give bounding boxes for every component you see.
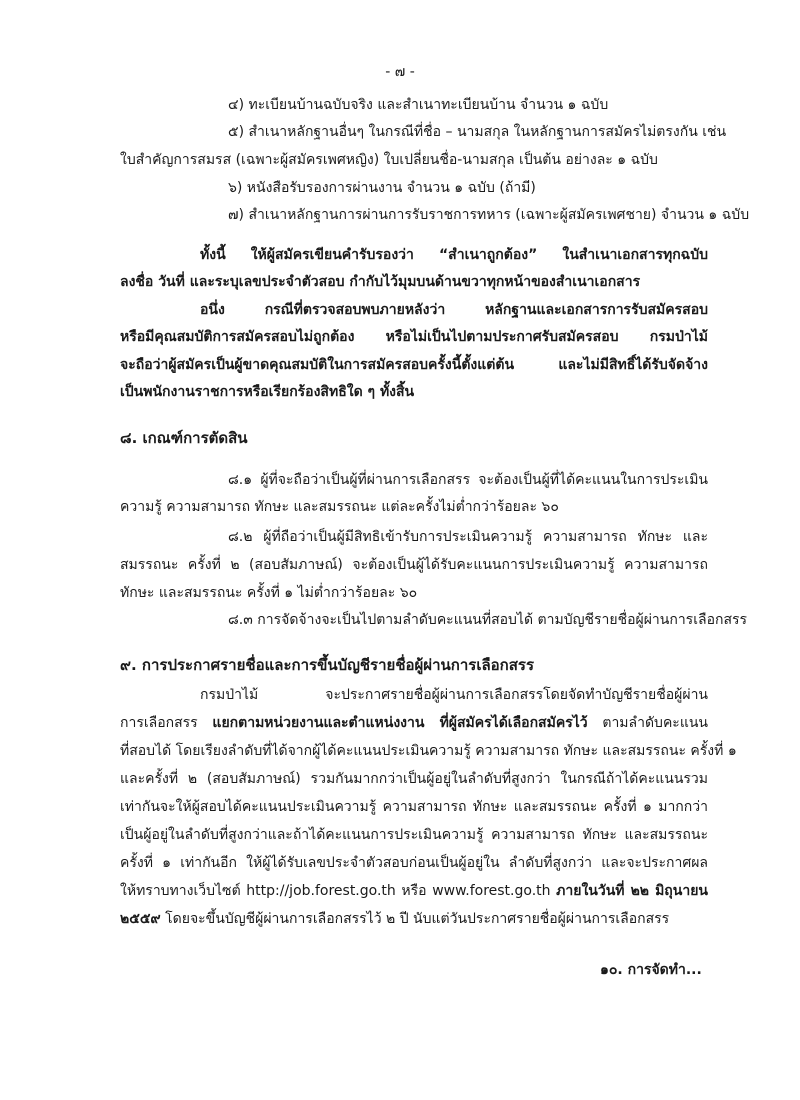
doc-item-5: ๕) สำเนาหลักฐานอื่นๆ ในกรณีที่ชื่อ – นามสกุล ในหลักฐานการสมัครไม่ตรงกัน เช่น [228,124,727,140]
section-9-line-9 [120,909,669,929]
section-9-deadline: ภายในวันที่ ๒๒ มิถุนายน [556,883,708,899]
section-9-line-1: กรมป่าไม้ จะประกาศรายชื่อผู้ผ่านการเลือกสรรโดยจัดทำบัญชีรายชื่อผู้ผ่าน [200,687,708,703]
section-8-line-3: ๘.๒ ผู้ที่ถือว่าเป็นผู้มีสิทธิเข้ารับการประเมินความรู้ ความสามารถ ทักษะ และ [228,529,708,545]
section-9-line-9-rest: โดยจะขึ้นบัญชีผู้ผ่านการเลือกสรรไว้ ๒ ปี นับแต่วันประกาศรายชื่อผู้ผ่านการเลือกสรร [160,911,670,927]
disqualify-line-4: เป็นพนักงานราชการหรือเรียกร้องสิทธิใด ๆ ทั้งสิ้น [120,384,415,400]
section-8-heading: ๘. เกณฑ์การตัดสิน [120,429,248,447]
section-8-line-2: ความรู้ ความสามารถ ทักษะ และสมรรถนะ แต่ละครั้งไม่ต่ำกว่าร้อยละ ๖๐ [120,499,559,515]
section-9-line-2-bold: แยกตามหน่วยงานและตำแหน่งงาน ที่ผู้สมัครได้เลือกสมัครไว้ [212,715,588,731]
certify-line-1: ทั้งนี้ ให้ผู้สมัครเขียนคำรับรองว่า “สำเนาถูกต้อง” ในสำเนาเอกสารทุกฉบับ [200,247,708,263]
section-9-heading: ๙. การประกาศรายชื่อและการขึ้นบัญชีรายชื่อผู้ผ่านการเลือกสรร [120,656,535,674]
doc-item-7: ๗) สำเนาหลักฐานการผ่านการรับราชการทหาร (เฉพาะผู้สมัครเพศชาย) จำนวน ๑ ฉบับ [228,207,750,223]
section-9-line-3: ที่สอบได้ โดยเรียงลำดับที่ได้จากผู้ได้คะแนนประเมินความรู้ ความสามารถ ทักษะ และสมรรถนะ ครั้งที่ ๑ [120,743,737,759]
section-9-line-2-end: ตามลำดับคะแนน [587,715,708,731]
section-9-line-2-start: การเลือกสรร [120,715,213,731]
section-9-year: ๒๕๕๙ [120,911,161,927]
next-page-marker: ๑๐. การจัดทำ... [600,962,702,978]
section-9-line-5: เท่ากันจะให้ผู้สอบได้คะแนนประเมินความรู้ ความสามารถ ทักษะ และสมรรถนะ ครั้งที่ ๑ มากกว่า [120,799,708,815]
section-9-line-4: และครั้งที่ ๒ (สอบสัมภาษณ์) รวมกันมากกว่าเป็นผู้อยู่ในลำดับที่สูงกว่า ในกรณีถ้าได้คะแนนรวม [120,771,708,787]
section-9-website: ให้ทราบทางเว็บไซต์ http://job.forest.go.th หรือ www.forest.go.th [120,883,557,899]
doc-item-5-cont: ใบสำคัญการสมรส (เฉพาะผู้สมัครเพศหญิง) ใบเปลี่ยนชื่อ-นามสกุล เป็นต้น อย่างละ ๑ ฉบับ [120,152,658,168]
doc-item-4: ๔) ทะเบียนบ้านฉบับจริง และสำเนาทะเบียนบ้าน จำนวน ๑ ฉบับ [228,97,609,113]
page-number: - ๗ - [385,64,415,80]
section-9-line-6: เป็นผู้อยู่ในลำดับที่สูงกว่าและถ้าได้คะแนนการประเมินความรู้ ความสามารถ ทักษะ และสมรรถนะ [120,827,708,843]
certify-line-2: ลงชื่อ วันที่ และระบุเลขประจำตัวสอบ กำกับไว้มุมบนด้านขวาทุกหน้าของสำเนาเอกสาร [120,274,641,290]
disqualify-line-3: จะถือว่าผู้สมัครเป็นผู้ขาดคุณสมบัติในการสมัครสอบครั้งนี้ตั้งแต่ต้น และไม่มีสิทธิ์ได้รับจัดจ้าง [120,357,708,373]
section-9-line-7: ครั้งที่ ๑ เท่ากันอีก ให้ผู้ได้รับเลขประจำตัวสอบก่อนเป็นผู้อยู่ใน ลำดับที่สูงกว่า และจะประกาศผล [120,855,708,871]
disqualify-line-2: หรือมีคุณสมบัติการสมัครสอบไม่ถูกต้อง หรือไม่เป็นไปตามประกาศรับสมัครสอบ กรมป่าไม้ [120,329,708,345]
section-8-line-1: ๘.๑ ผู้ที่จะถือว่าเป็นผู้ที่ผ่านการเลือกสรร จะต้องเป็นผู้ที่ได้คะแนนในการประเมิน [228,472,708,488]
section-8-line-4: สมรรถนะ ครั้งที่ ๒ (สอบสัมภาษณ์) จะต้องเป็นผู้ได้รับคะแนนการประเมินความรู้ ความสามารถ [120,557,708,573]
disqualify-line-1: อนึ่ง กรณีที่ตรวจสอบพบภายหลังว่า หลักฐานและเอกสารการรับสมัครสอบ [200,302,708,318]
section-8-line-5: ทักษะ และสมรรถนะ ครั้งที่ ๑ ไม่ต่ำกว่าร้อยละ ๖๐ [120,585,418,601]
doc-item-6: ๖) หนังสือรับรองการผ่านงาน จำนวน ๑ ฉบับ (ถ้ามี) [228,180,536,196]
section-9-line-2 [120,713,708,733]
section-8-line-6: ๘.๓ การจัดจ้างจะเป็นไปตามลำดับคะแนนที่สอบได้ ตามบัญชีรายชื่อผู้ผ่านการเลือกสรร [228,612,748,628]
section-9-line-8 [120,881,708,901]
